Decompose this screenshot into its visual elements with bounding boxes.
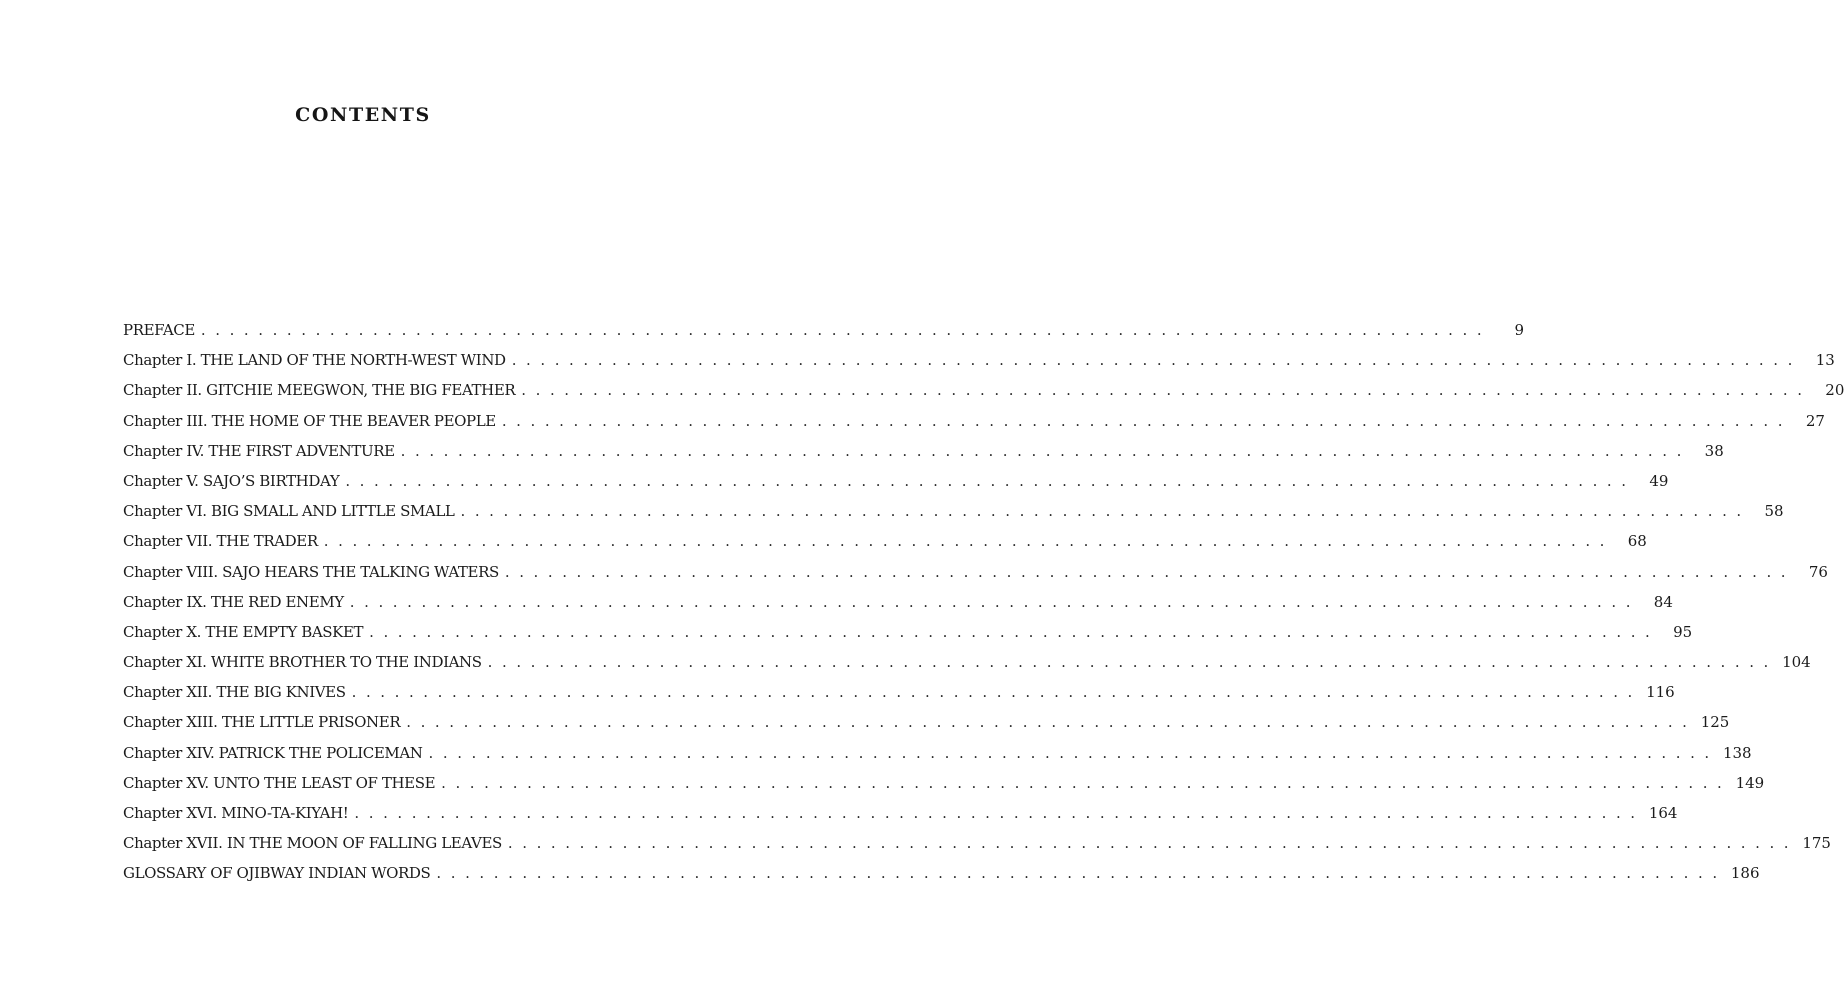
toc-dot-leader: . . . . . . . . . . . . . . . . . . . . . . . . . . . . . . . . . . . . . . . . . . . . . . . . . . . . . . . . . . . . . . . . . . . . . . . . . . . . . . . . . . . . . . . . . . bbox=[354, 804, 1638, 822]
toc-dot-leader: . . . . . . . . . . . . . . . . . . . . . . . . . . . . . . . . . . . . . . . . . . . . . . . . . . . . . . . . . . . . . . . . . . . . . . . . . . . . . . . . . . . . . . . . . . bbox=[406, 713, 1690, 732]
toc-entry-label: Chapter XIII. THE LITTLE PRISONER bbox=[123, 713, 401, 732]
toc-entry bbox=[123, 562, 1828, 593]
toc-entry bbox=[123, 502, 1784, 532]
toc-entry bbox=[123, 653, 1811, 683]
toc-entry bbox=[123, 864, 1760, 894]
toc-entry-page-number: 9 bbox=[1514, 321, 1524, 339]
toc-entry-label: Chapter XII. THE BIG KNIVES bbox=[123, 683, 346, 702]
toc-dot-leader: . . . . . . . . . . . . . . . . . . . . . . . . . . . . . . . . . . . . . . . . . . . . . . . . . . . . . . . . . . . . . . . . . . . . . . . . . . . . . . . . . . . . . . . . . . bbox=[507, 834, 1791, 853]
toc-entry-page-number: 84 bbox=[1653, 592, 1673, 611]
toc-entry-page-number: 175 bbox=[1802, 834, 1831, 853]
toc-entry-label: GLOSSARY OF OJIBWAY INDIAN WORDS bbox=[123, 864, 431, 883]
toc-entry-page-number: 95 bbox=[1673, 622, 1693, 641]
toc-entry bbox=[123, 713, 1730, 743]
toc-entry-label: Chapter VII. THE TRADER bbox=[123, 532, 318, 551]
toc-entry-page-number: 49 bbox=[1649, 471, 1669, 490]
toc-dot-leader: . . . . . . . . . . . . . . . . . . . . . . . . . . . . . . . . . . . . . . . . . . . . . . . . . . . . . . . . . . . . . . . . . . . . . . . . . . . . . . . . . . . . . . . . . . bbox=[369, 622, 1653, 641]
toc-dot-leader: . . . . . . . . . . . . . . . . . . . . . . . . . . . . . . . . . . . . . . . . . . . . . . . . . . . . . . . . . . . . . . . . . . . . . . . . . . . . . . . . . . . . . . . . . . bbox=[345, 471, 1629, 490]
toc-entry-page-number: 27 bbox=[1805, 411, 1825, 430]
toc-entry-page-number: 68 bbox=[1627, 532, 1647, 551]
toc-entry bbox=[123, 411, 1825, 442]
toc-entry bbox=[123, 532, 1647, 562]
toc-entry-label: Chapter V. SAJO’S BIRTHDAY bbox=[123, 471, 340, 490]
toc-dot-leader: . . . . . . . . . . . . . . . . . . . . . . . . . . . . . . . . . . . . . . . . . . . . . . . . . . . . . . . . . . . . . . . . . . . . . . . . . . . . . . . . . . . . . . . . . . bbox=[501, 411, 1785, 430]
toc-dot-leader: . . . . . . . . . . . . . . . . . . . . . . . . . . . . . . . . . . . . . . . . . . . . . . . . . . . . . . . . . . . . . . . . . . . . . . . . . . . . . . . . . . . . . . . . . . bbox=[441, 773, 1725, 792]
toc-entry-page-number: 125 bbox=[1700, 713, 1730, 732]
toc-dot-leader: . . . . . . . . . . . . . . . . . . . . . . . . . . . . . . . . . . . . . . . . . . . . . . . . . . . . . . . . . . . . . . . . . . . . . . . . . . . . . . . . . . . . . . . . . . bbox=[511, 351, 1795, 370]
toc-dot-leader: . . . . . . . . . . . . . . . . . . . . . . . . . . . . . . . . . . . . . . . . . . . . . . . . . . . . . . . . . . . . . . . . . . . . . . . . . . . . . . . . . . . . . . . . . . bbox=[436, 864, 1720, 883]
toc-entry bbox=[123, 804, 1678, 834]
toc-entry-label: Chapter III. THE HOME OF THE BEAVER PEOPLE bbox=[123, 411, 496, 430]
toc-entry bbox=[123, 622, 1693, 653]
toc-entry bbox=[123, 351, 1835, 381]
table-of-contents bbox=[123, 321, 1844, 895]
toc-dot-leader: . . . . . . . . . . . . . . . . . . . . . . . . . . . . . . . . . . . . . . . . . . . . . . . . . . . . . . . . . . . . . . . . . . . . . . . . . . . . . . . . . . . . . . . . . . bbox=[460, 502, 1744, 521]
toc-entry-label: PREFACE bbox=[123, 321, 195, 339]
toc-entry-label: Chapter VI. BIG SMALL AND LITTLE SMALL bbox=[123, 502, 455, 521]
toc-entry-label: Chapter XVII. IN THE MOON OF FALLING LEAVES bbox=[123, 834, 502, 853]
toc-entry-label: Chapter XIV. PATRICK THE POLICEMAN bbox=[123, 743, 423, 762]
toc-entry-label: Chapter X. THE EMPTY BASKET bbox=[123, 622, 364, 641]
toc-dot-leader: . . . . . . . . . . . . . . . . . . . . . . . . . . . . . . . . . . . . . . . . . . . . . . . . . . . . . . . . . . . . . . . . . . . . . . . . . . . . . . . . . . . . . . . . . . bbox=[487, 653, 1771, 672]
toc-dot-leader: . . . . . . . . . . . . . . . . . . . . . . . . . . . . . . . . . . . . . . . . . . . . . . . . . . . . . . . . . . . . . . . . . . . . . . . . . . . . . . . . . . . . . . . . . . bbox=[428, 743, 1712, 762]
toc-entry-page-number: 58 bbox=[1764, 502, 1784, 521]
toc-entry-label: Chapter XV. UNTO THE LEAST OF THESE bbox=[123, 773, 436, 792]
toc-entry bbox=[123, 471, 1669, 502]
toc-entry-page-number: 104 bbox=[1782, 653, 1811, 672]
toc-entry-page-number: 138 bbox=[1722, 743, 1752, 762]
toc-entry-label: Chapter XVI. MINO-TA-KIYAH! bbox=[123, 804, 349, 822]
toc-entry-page-number: 186 bbox=[1730, 864, 1760, 883]
toc-entry bbox=[123, 381, 1844, 411]
toc-entry bbox=[123, 321, 1524, 351]
toc-dot-leader: . . . . . . . . . . . . . . . . . . . . . . . . . . . . . . . . . . . . . . . . . . . . . . . . . . . . . . . . . . . . . . . . . . . . . . . . . . . . . . . . . . . . . . . . . . bbox=[349, 592, 1633, 611]
page-title: CONTENTS bbox=[295, 104, 431, 126]
toc-entry-page-number: 38 bbox=[1704, 441, 1724, 460]
toc-entry-page-number: 164 bbox=[1648, 804, 1678, 822]
toc-entry bbox=[123, 592, 1673, 623]
toc-entry-page-number: 13 bbox=[1815, 351, 1835, 370]
toc-entry bbox=[123, 683, 1675, 713]
toc-entry bbox=[123, 834, 1831, 864]
toc-entry-label: Chapter I. THE LAND OF THE NORTH-WEST WIND bbox=[123, 351, 506, 370]
toc-dot-leader: . . . . . . . . . . . . . . . . . . . . . . . . . . . . . . . . . . . . . . . . . . . . . . . . . . . . . . . . . . . . . . . . . . . . . . . . . . . . . . . . . . . . . . . . . . bbox=[521, 381, 1805, 400]
toc-entry bbox=[123, 773, 1765, 804]
toc-dot-leader: . . . . . . . . . . . . . . . . . . . . . . . . . . . . . . . . . . . . . . . . . . . . . . . . . . . . . . . . . . . . . . . . . . . . . . . . . . . . . . . . . . . . . . . . . . bbox=[323, 532, 1607, 551]
toc-entry bbox=[123, 743, 1752, 774]
toc-dot-leader: . . . . . . . . . . . . . . . . . . . . . . . . . . . . . . . . . . . . . . . . . . . . . . . . . . . . . . . . . . . . . . . . . . . . . . . . . . . . . . . . . . . . . . . . . . bbox=[200, 321, 1484, 339]
toc-entry-label: Chapter IV. THE FIRST ADVENTURE bbox=[123, 441, 395, 460]
toc-entry-label: Chapter II. GITCHIE MEEGWON, THE BIG FEATHER bbox=[123, 381, 516, 400]
toc-entry-label: Chapter VIII. SAJO HEARS THE TALKING WATERS bbox=[123, 562, 499, 581]
toc-entry-page-number: 116 bbox=[1646, 683, 1675, 702]
toc-entry-page-number: 76 bbox=[1808, 562, 1828, 581]
toc-dot-leader: . . . . . . . . . . . . . . . . . . . . . . . . . . . . . . . . . . . . . . . . . . . . . . . . . . . . . . . . . . . . . . . . . . . . . . . . . . . . . . . . . . . . . . . . . . bbox=[504, 562, 1788, 581]
toc-dot-leader: . . . . . . . . . . . . . . . . . . . . . . . . . . . . . . . . . . . . . . . . . . . . . . . . . . . . . . . . . . . . . . . . . . . . . . . . . . . . . . . . . . . . . . . . . . bbox=[351, 683, 1635, 702]
toc-dot-leader: . . . . . . . . . . . . . . . . . . . . . . . . . . . . . . . . . . . . . . . . . . . . . . . . . . . . . . . . . . . . . . . . . . . . . . . . . . . . . . . . . . . . . . . . . . bbox=[400, 441, 1684, 460]
toc-entry bbox=[123, 441, 1724, 472]
toc-entry-page-number: 20 bbox=[1825, 381, 1844, 400]
toc-entry-page-number: 149 bbox=[1735, 773, 1765, 792]
toc-entry-label: Chapter IX. THE RED ENEMY bbox=[123, 592, 344, 611]
toc-entry-label: Chapter XI. WHITE BROTHER TO THE INDIANS bbox=[123, 653, 482, 672]
